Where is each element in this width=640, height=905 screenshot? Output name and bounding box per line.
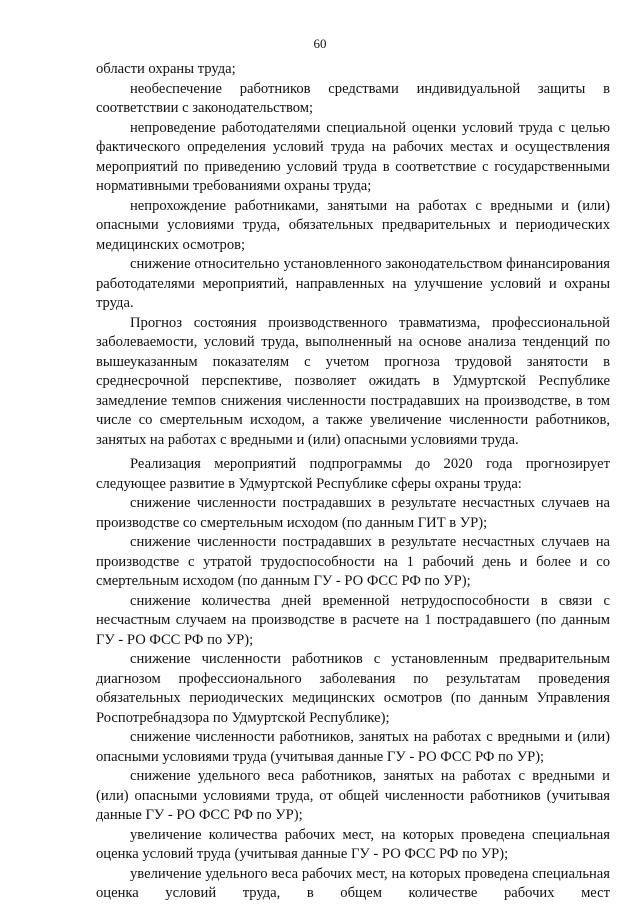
paragraph-goal-disability-days: снижение количества дней временной нетрудоспособности в связи с несчастным случаем на производстве в расчете на 1 пострадавшего (по данным ГУ - РО ФСС РФ по УР); bbox=[96, 592, 610, 648]
paragraph-risk-ppe: необеспечение работников средствами индивидуальной защиты в соответствии с законодательством; bbox=[96, 80, 610, 116]
paragraph-goal-injured: снижение численности пострадавших в результате несчастных случаев на производстве с утратой трудоспособности на 1 рабочий день и более и со смертельным исходом (по данным ГУ - РО ФСС РФ по УР); bbox=[96, 534, 610, 589]
paragraph-goal-hazardous-workers: снижение численности работников, занятых на работах с вредными и (или) опасными условиями труда (учитывая данные ГУ - РО ФСС РФ по УР); bbox=[96, 729, 610, 765]
document-body bbox=[96, 60, 610, 904]
paragraph-risk-funding: снижение относительно установленного законодательством финансирования работодателями мероприятий, направленных на улучшение условий и охраны труда. bbox=[96, 256, 610, 311]
paragraph-forecast: Прогноз состояния производственного травматизма, профессиональной заболеваемости, условий труда, выполненный на основе анализа тенденций по вышеуказанным показателям с учетом прогноза трудовой занятости в среднесрочной перспективе, позволяет ожидать в Удмуртской Республике замедление темпов снижения численности пострадавших на производстве, в том числе со смертельным исходом, а также увеличение численности работников, занятых на работах с вредными и (или) опасными условиями труда. bbox=[96, 314, 610, 448]
paragraph-goal-assessed-share: увеличение удельного веса рабочих мест, на которых проведена специальная оценка условий труда, в общем количестве рабочих мест bbox=[96, 865, 610, 901]
paragraph-goal-hazardous-share: снижение удельного веса работников, занятых на работах с вредными и (или) опасными условиями труда, от общей численности работников (учитывая данные ГУ - РО ФСС РФ по УР); bbox=[96, 768, 610, 823]
paragraph-implementation: Реализация мероприятий подпрограммы до 2020 года прогнозирует следующее развитие в Удмуртской Республике сферы охраны труда: bbox=[96, 456, 610, 492]
paragraph-risk-continuation: области охраны труда; bbox=[96, 61, 236, 77]
paragraph-goal-fatal-accidents: снижение численности пострадавших в результате несчастных случаев на производстве со смертельным исходом (по данным ГИТ в УР); bbox=[96, 495, 610, 531]
paragraph-goal-occupational-disease: снижение численности работников с установленным предварительным диагнозом профессионального заболевания по результатам проведения обязательных периодических медицинских осмотров (по данным Управления Роспотребнадзора по Удмуртской Республике); bbox=[96, 651, 610, 726]
paragraph-risk-medical-exams: непрохождение работниками, занятыми на работах с вредными и (или) опасными условиями труда, обязательных предварительных и периодических медицинских осмотров; bbox=[96, 197, 610, 253]
paragraph-risk-assessment: непроведение работодателями специальной оценки условий труда с целью фактического определения условий труда на рабочих местах и осуществления мероприятий по приведению условий труда в соответствие с государственными нормативными требованиями охраны труда; bbox=[96, 119, 610, 194]
page-number: 60 bbox=[313, 36, 327, 51]
paragraph-goal-assessed-workplaces: увеличение количества рабочих мест, на которых проведена специальная оценка условий труда (учитывая данные ГУ - РО ФСС РФ по УР); bbox=[96, 826, 610, 862]
